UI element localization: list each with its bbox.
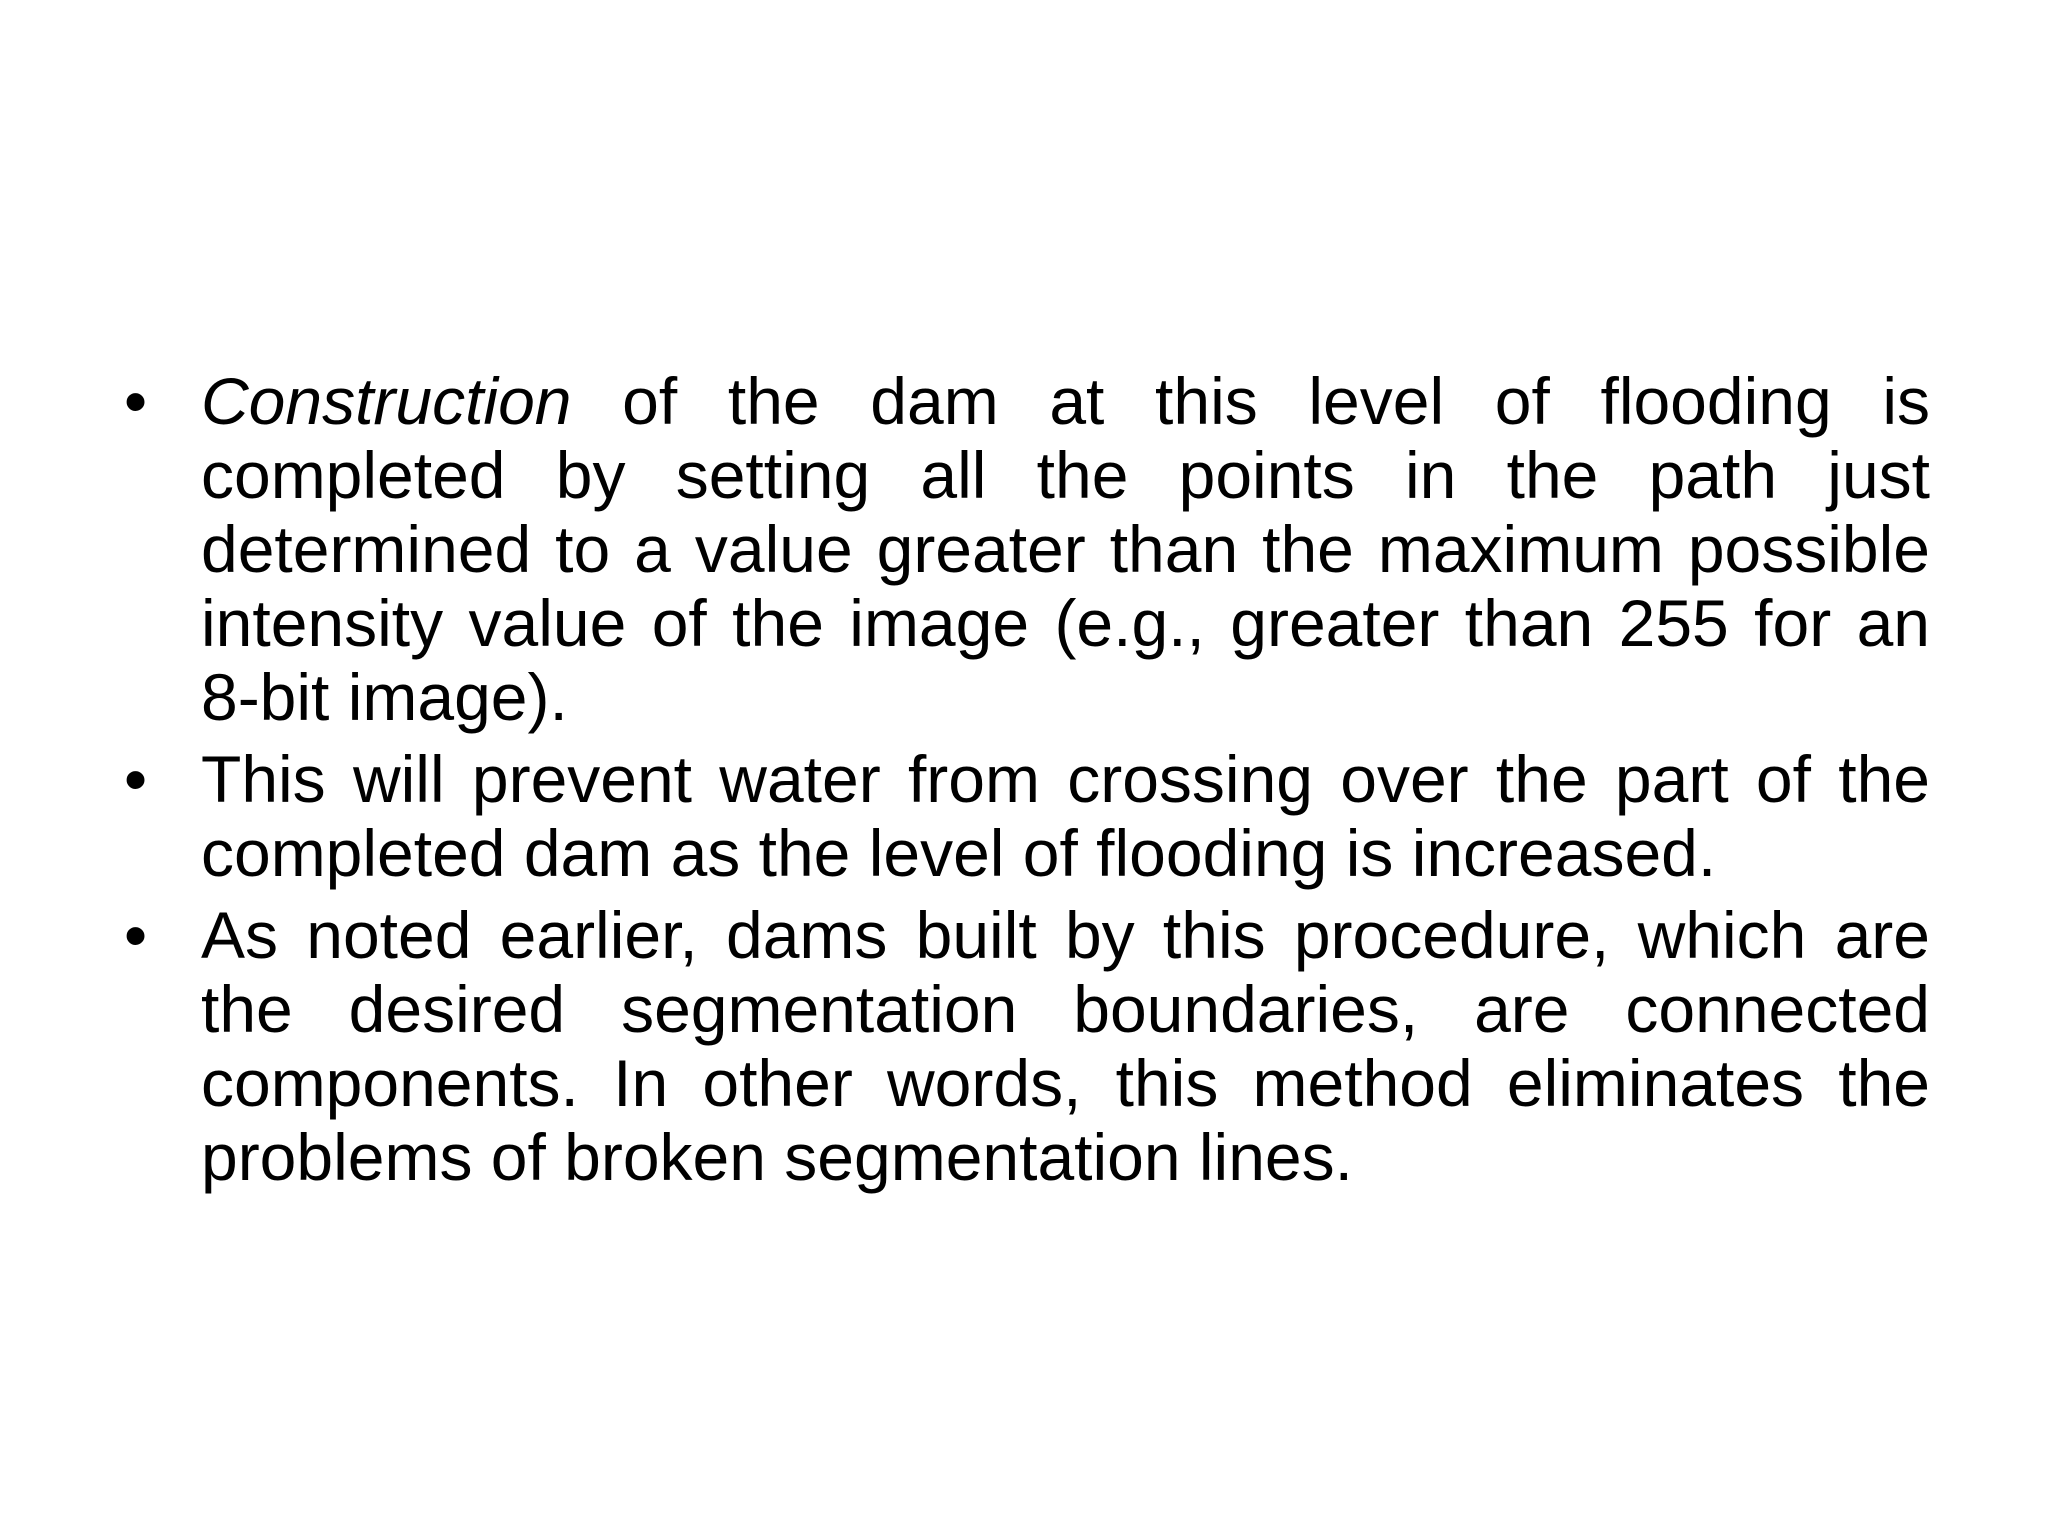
bullet-icon <box>124 364 164 438</box>
bullet-list <box>124 364 1930 1202</box>
bullet-text: of the dam at this level of flooding is completed by setting all the points in the path just determined to a value greater than the maximum possible intensity value of the image (e.g., greater than 255 for an 8-bit image). <box>201 364 1930 734</box>
bullet-text: As noted earlier, dams built by this procedure, which are the desired segmentation boundaries, are connected components. In other words, this method eliminates the problems of broken segmentation lines. <box>201 898 1930 1194</box>
bullet-icon <box>124 898 164 972</box>
bullet-item <box>124 364 1930 734</box>
bullet-text: This will prevent water from crossing over the part of the completed dam as the level of flooding is increased. <box>201 742 1930 890</box>
bullet-item <box>124 898 1930 1194</box>
bullet-item <box>124 742 1930 890</box>
bullet-icon <box>124 742 164 816</box>
bullet-emphasis: Construction <box>201 364 572 438</box>
